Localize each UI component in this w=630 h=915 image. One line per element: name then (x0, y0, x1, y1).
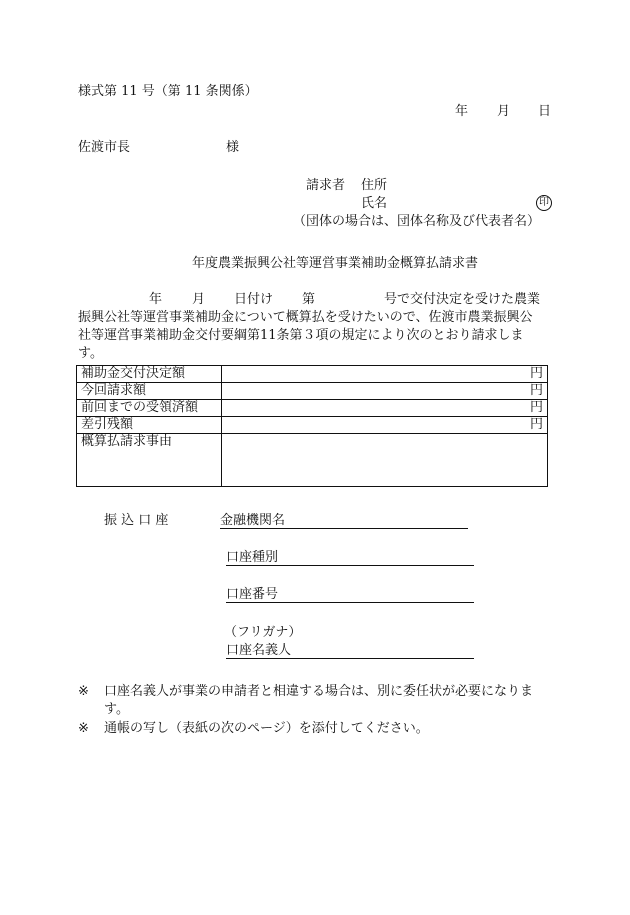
row-unit[interactable]: 円 (222, 383, 548, 400)
bank-heading: 振 込 口 座 (104, 513, 169, 528)
note-1 (78, 683, 552, 719)
account-holder-line[interactable] (226, 658, 474, 659)
table-row-reason (77, 434, 548, 487)
date-day-label: 日 (538, 104, 552, 119)
seal-mark: 印 (536, 195, 552, 211)
addressee-name: 佐渡市長 (78, 140, 131, 155)
body-month: 月 (192, 292, 206, 307)
row-label: 前回までの受領済額 (77, 400, 222, 417)
note-1-line-1: 口座名義人が事業の申請者と相違する場合は、別に委任状が必要になりま (104, 684, 534, 699)
reason-label: 概算払請求事由 (77, 434, 222, 487)
row-unit[interactable]: 円 (222, 400, 548, 417)
body-go-text: 号で交付決定を受けた農業 (384, 292, 541, 307)
table-row (77, 400, 548, 417)
row-label: 差引残額 (77, 417, 222, 434)
row-unit[interactable]: 円 (222, 366, 548, 383)
account-type-line[interactable] (226, 565, 474, 566)
account-number-line[interactable] (226, 602, 474, 603)
table-row (77, 417, 548, 434)
body-line-2: 振興公社等運営事業補助金について概算払を受けたいので、佐渡市農業振興公 (78, 310, 533, 325)
account-holder-label: 口座名義人 (226, 643, 292, 658)
table-row (77, 366, 548, 383)
body-year: 年 (149, 292, 163, 307)
name-label: 氏名 (361, 196, 388, 211)
note-mark: ※ (78, 684, 89, 699)
address-label: 住所 (361, 178, 388, 193)
account-number-label: 口座番号 (226, 587, 279, 602)
group-note: （団体の場合は、団体名称及び代表者名） (293, 214, 541, 229)
body-line-3: 社等運営事業補助金交付要綱第11条第３項の規定により次のとおり請求しま (78, 328, 524, 343)
furigana-label: （フリガナ） (224, 625, 302, 640)
amounts-table (76, 365, 548, 487)
institution-line[interactable] (220, 528, 468, 529)
addressee-honorific: 様 (226, 140, 240, 155)
account-type-label: 口座種別 (226, 550, 279, 565)
note-2-text: 通帳の写し（表紙の次のページ）を添付してください。 (104, 721, 429, 736)
row-unit[interactable]: 円 (222, 417, 548, 434)
reason-field[interactable] (222, 434, 548, 487)
body-day-suffix: 日付け (234, 292, 274, 307)
body-line-4: す。 (78, 346, 103, 361)
form-number: 様式第 11 号（第 11 条関係） (78, 84, 258, 99)
note-mark: ※ (78, 721, 89, 736)
note-2 (78, 720, 552, 738)
date-month-label: 月 (497, 104, 511, 119)
body-dai: 第 (302, 292, 316, 307)
date-year-label: 年 (455, 104, 469, 119)
note-1-line-2: す。 (104, 702, 129, 717)
document-title: 年度農業振興公社等運営事業補助金概算払請求書 (192, 256, 479, 271)
table-row (77, 383, 548, 400)
row-label: 補助金交付決定額 (77, 366, 222, 383)
requester-label: 請求者 (306, 178, 346, 193)
institution-label: 金融機関名 (220, 513, 286, 528)
row-label: 今回請求額 (77, 383, 222, 400)
